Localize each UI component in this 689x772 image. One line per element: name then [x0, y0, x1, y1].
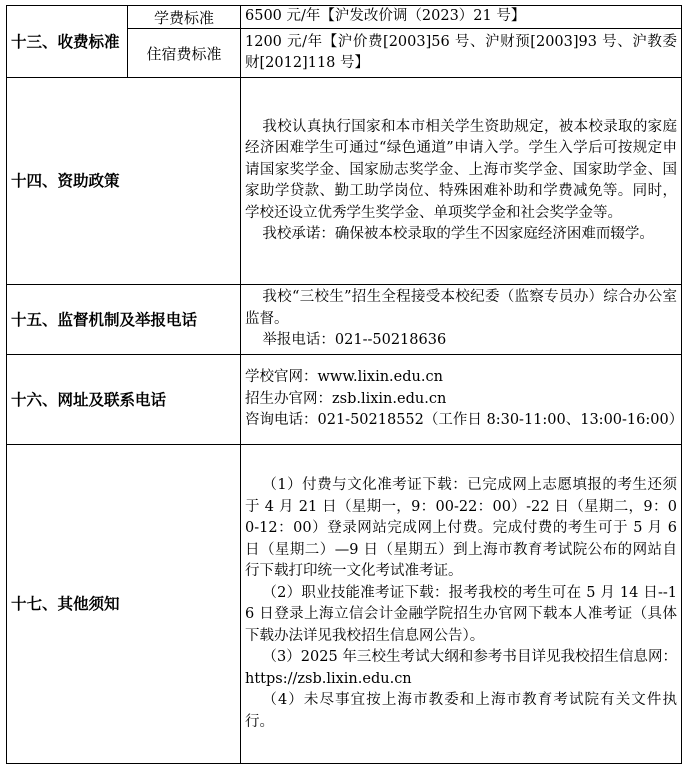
other-row: [7, 445, 682, 764]
aid-label: 十四、资助政策: [7, 78, 241, 285]
other-item-3: （3）2025 年三校生考试大纲和参考书目详见我校招生信息网：https://zsb.lixin.edu.cn: [245, 649, 677, 687]
aid-row: [7, 78, 682, 285]
contact-row: [7, 355, 682, 445]
supervision-label: 十五、监督机制及举报电话: [7, 285, 241, 355]
contact-content: [241, 355, 682, 445]
other-item-1: （1）付费与文化准考证下载：已完成网上志愿填报的考生还须于 4 月 21 日（星期一，9：00-22：00）-22 日（星期二，9：00-12：00）登录网站完成网上付费。完成付费的考生可于 5 月 6 日（星期二）—9 日（星期五）到上海市教育考试院公布的网站自行下载打印统一文化考试准考证。: [245, 477, 677, 579]
dorm-value: 1200 元/年【沪价费[2003]56 号、沪财预[2003]93 号、沪教委财[2012]118 号】: [241, 29, 682, 78]
admissions-website: 招生办官网：zsb.lixin.edu.cn: [245, 390, 447, 407]
supervision-line-1: 我校“三校生”招生全程接受本校纪委（监察专员办）综合办公室监督。: [245, 289, 677, 327]
fees-label: 十三、收费标准: [7, 6, 128, 78]
supervision-content: [241, 285, 682, 355]
contact-label: 十六、网址及联系电话: [7, 355, 241, 445]
aid-paragraph-2: 我校承诺：确保被本校录取的学生不因家庭经济困难而辍学。: [262, 226, 654, 242]
tuition-value: 6500 元/年【沪发改价调（2023）21 号】: [241, 6, 682, 29]
other-item-4: （4）未尽事宜按上海市教委和上海市教育考试院有关文件执行。: [245, 692, 677, 730]
inquiry-phone: 咨询电话：021-50218552（工作日 8:30-11:00、13:00-16:00）: [245, 412, 684, 429]
tuition-row: [7, 6, 682, 29]
report-phone: 举报电话：021--50218636: [262, 332, 447, 349]
aid-content: [241, 78, 682, 285]
other-label: 十七、其他须知: [7, 445, 241, 764]
info-table: [6, 5, 682, 764]
other-content: [241, 445, 682, 764]
other-item-2: （2）职业技能准考证下载：报考我校的考生可在 5 月 14 日--16 日登录上海立信会计金融学院招生办官网下载本人准考证（具体下载办法详见我校招生信息网公告）。: [245, 584, 677, 644]
aid-paragraph-1: 我校认真执行国家和本市相关学生资助规定，被本校录取的家庭经济困难学生可通过“绿色通道”申请入学。学生入学后可按规定申请国家奖学金、国家励志奖学金、上海市奖学金、国家助学金、国家助学贷款、勤工助学岗位、特殊困难补助和学费减免等。同时，学校还设立优秀学生奖学金、单项奖学金和社会奖学金等。: [245, 118, 677, 221]
supervision-row: [7, 285, 682, 355]
tuition-label: 学费标准: [128, 6, 241, 29]
school-website: 学校官网：www.lixin.edu.cn: [245, 369, 443, 386]
dorm-label: 住宿费标准: [128, 29, 241, 78]
